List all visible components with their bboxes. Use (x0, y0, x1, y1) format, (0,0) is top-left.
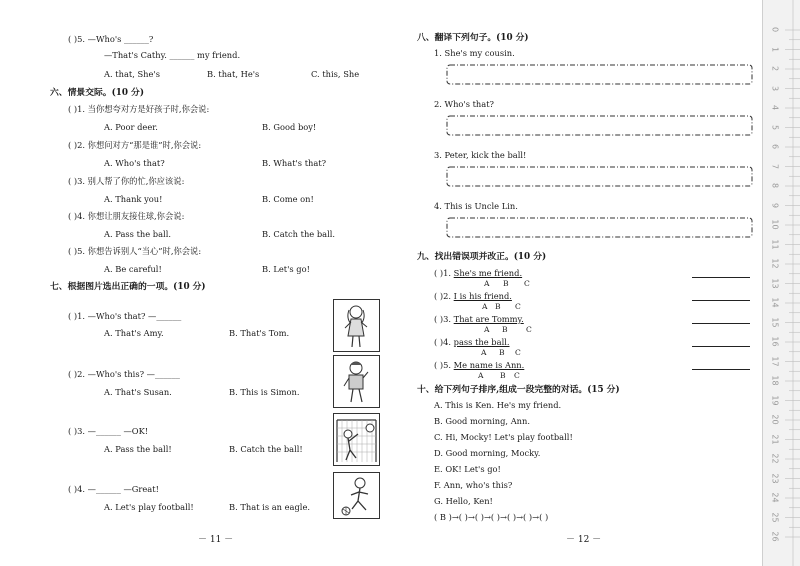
s10-order-answer[interactable]: ( B )→( )→( )→( )→( )→( )→( ) (434, 512, 549, 522)
s7-q1-a: A. That's Amy. (104, 328, 164, 338)
s9-q3 (434, 314, 524, 325)
s10-line-c: C. Hi, Mocky! Let's play football! (434, 432, 573, 442)
s9-q2-a: A (482, 302, 488, 311)
s8-q1: 1. She's my cousin. (434, 48, 515, 58)
q5-line2: —That's Cathy. ______ my friend. (104, 50, 241, 60)
s6-q2-b: B. What's that? (262, 158, 327, 168)
s9-q5-prefix: ( )5. (434, 360, 454, 370)
ruler-number: 17 (770, 355, 780, 367)
s6-q2: ( )2. 你想问对方“那是谁”时,你会说: (68, 140, 202, 150)
s6-q5: ( )5. 你想告诉别人“当心”时,你会说: (68, 246, 202, 256)
s10-line-f: F. Ann, who's this? (434, 480, 513, 490)
s9-q2-b: B (495, 302, 501, 311)
answer-box-2[interactable] (446, 115, 754, 141)
answer-box-3[interactable] (446, 166, 754, 192)
ruler-number: 21 (770, 433, 780, 445)
q5-option-b: B. that, He's (207, 69, 260, 79)
ruler-number: 19 (770, 394, 780, 406)
s9-q5-b: B (500, 371, 506, 380)
s9-q3-correction-blank[interactable] (692, 323, 750, 324)
ruler-number: 0 (770, 26, 780, 33)
s10-line-b: B. Good morning, Ann. (434, 416, 531, 426)
s9-q4-a: A (481, 348, 487, 357)
ruler-number: 26 (770, 531, 780, 542)
s6-q1-b: B. Good boy! (262, 122, 317, 132)
ruler-number: 24 (770, 492, 780, 503)
ruler-number: 9 (770, 202, 780, 208)
ruler-number: 7 (770, 163, 780, 169)
s9-q1-a: A (484, 279, 490, 288)
ruler-number: 14 (770, 297, 780, 308)
s6-q4-a: A. Pass the ball. (104, 229, 172, 239)
answer-box-4[interactable] (446, 217, 754, 243)
s9-q4-b: B (499, 348, 505, 357)
s6-q1: ( )1. 当你想夸对方是好孩子时,你会说: (68, 104, 210, 114)
s6-q3-b: B. Come on! (262, 194, 314, 204)
s7-q1: ( )1. —Who's that? —______ (68, 311, 182, 321)
s7-q3-a: A. Pass the ball! (104, 444, 172, 454)
s7-q2-a: A. That's Susan. (104, 387, 172, 397)
s9-q1-c: C (524, 279, 530, 288)
football-player-picture (333, 472, 380, 519)
s9-q1 (434, 268, 522, 279)
s9-q5-a: A (478, 371, 484, 380)
s7-q4-b: B. That is an eagle. (229, 502, 311, 512)
section-10-title: 十、给下列句子排序,组成一段完整的对话。(15 分) (417, 385, 620, 395)
section-8-title: 八、翻译下列句子。(10 分) (417, 33, 529, 43)
s9-q2 (434, 291, 512, 302)
s6-q4: ( )4. 你想让朋友接住球,你会说: (68, 211, 185, 221)
ruler-number: 12 (770, 258, 780, 269)
s7-q2: ( )2. —Who's this? —______ (68, 369, 180, 379)
s9-q1-prefix: ( )1. (434, 268, 454, 278)
s6-q1-a: A. Poor deer. (104, 122, 158, 132)
s6-q3-a: A. Thank you! (104, 194, 163, 204)
s10-line-d: D. Good morning, Mocky. (434, 448, 541, 458)
s9-q3-sentence: That are Tommy. (453, 314, 524, 324)
s9-q5-c: C (514, 371, 520, 380)
s9-q2-correction-blank[interactable] (692, 300, 750, 301)
ruler-number: 8 (770, 182, 780, 189)
goalkeeper-picture (333, 413, 380, 466)
ruler-number: 2 (770, 65, 780, 72)
s7-q3: ( )3. —______ —OK! (68, 426, 149, 436)
ruler-number: 13 (770, 277, 780, 289)
s7-q1-b: B. That's Tom. (229, 328, 290, 338)
ruler-number: 4 (770, 104, 780, 111)
s7-q3-b: B. Catch the ball! (229, 444, 303, 454)
s10-line-a: A. This is Ken. He's my friend. (434, 400, 562, 410)
s9-q3-b: B (502, 325, 508, 334)
section-7-title: 七、根据图片选出正确的一项。(10 分) (50, 282, 206, 292)
s9-q5 (434, 360, 524, 371)
ruler-number: 11 (770, 238, 780, 250)
s9-q2-prefix: ( )2. (434, 291, 454, 301)
s8-q3: 3. Peter, kick the ball! (434, 150, 527, 160)
s9-q1-sentence: She's me friend. (453, 268, 523, 278)
s10-line-g: G. Hello, Ken! (434, 496, 493, 506)
s6-q2-a: A. Who's that? (104, 158, 165, 168)
s9-q5-sentence: Me name is Ann. (453, 360, 525, 370)
s9-q4-prefix: ( )4. (434, 337, 454, 347)
boy-picture (333, 355, 380, 408)
s7-q4-a: A. Let's play football! (104, 502, 194, 512)
s9-q3-c: C (526, 325, 532, 334)
ruler-number: 1 (770, 46, 780, 52)
ruler-number: 6 (770, 143, 780, 150)
section-9-title: 九、找出错误项并改正。(10 分) (417, 252, 547, 262)
ruler (762, 0, 800, 566)
ruler-number: 16 (770, 336, 780, 347)
s6-q5-b: B. Let's go! (262, 264, 310, 274)
s8-q2: 2. Who's that? (434, 99, 495, 109)
ruler-number: 23 (770, 472, 780, 484)
answer-box-1[interactable] (446, 64, 754, 90)
ruler-number: 15 (770, 316, 780, 328)
ruler-number: 18 (770, 375, 780, 386)
section-6-title: 六、情景交际。(10 分) (50, 88, 145, 98)
ruler-number: 5 (770, 124, 780, 130)
s9-q4-c: C (515, 348, 521, 357)
s9-q2-sentence: I is his friend. (453, 291, 512, 301)
s6-q5-a: A. Be careful! (104, 264, 162, 274)
ruler-number: 10 (770, 219, 780, 230)
s9-q2-c: C (515, 302, 521, 311)
s6-q4-b: B. Catch the ball. (262, 229, 336, 239)
s9-q1-correction-blank[interactable] (692, 277, 750, 278)
s8-q4: 4. This is Uncle Lin. (434, 201, 518, 211)
s9-q1-b: B (503, 279, 509, 288)
q5-option-c: C. this, She (311, 69, 360, 79)
s9-q3-prefix: ( )3. (434, 314, 454, 324)
s9-q5-correction-blank[interactable] (692, 369, 750, 370)
q5-question: ( )5. —Who's ______? (68, 34, 154, 44)
ruler-number: 20 (770, 414, 780, 425)
q5-option-a: A. that, She's (104, 69, 160, 79)
page-number-right: － 12 － (566, 535, 602, 545)
s7-q4: ( )4. —______ —Great! (68, 484, 159, 494)
s6-q3: ( )3. 别人帮了你的忙,你应该说: (68, 176, 185, 186)
page-number-left: － 11 － (198, 535, 234, 545)
s10-line-e: E. OK! Let's go! (434, 464, 501, 474)
ruler-number: 25 (770, 511, 780, 523)
ruler-number: 3 (770, 85, 780, 91)
girl-picture (333, 299, 380, 352)
ruler-number: 22 (770, 453, 780, 464)
s9-q4-correction-blank[interactable] (692, 346, 750, 347)
s9-q4-sentence: pass the ball. (453, 337, 510, 347)
s7-q2-b: B. This is Simon. (229, 387, 300, 397)
s9-q3-a: A (484, 325, 490, 334)
s9-q4 (434, 337, 510, 348)
